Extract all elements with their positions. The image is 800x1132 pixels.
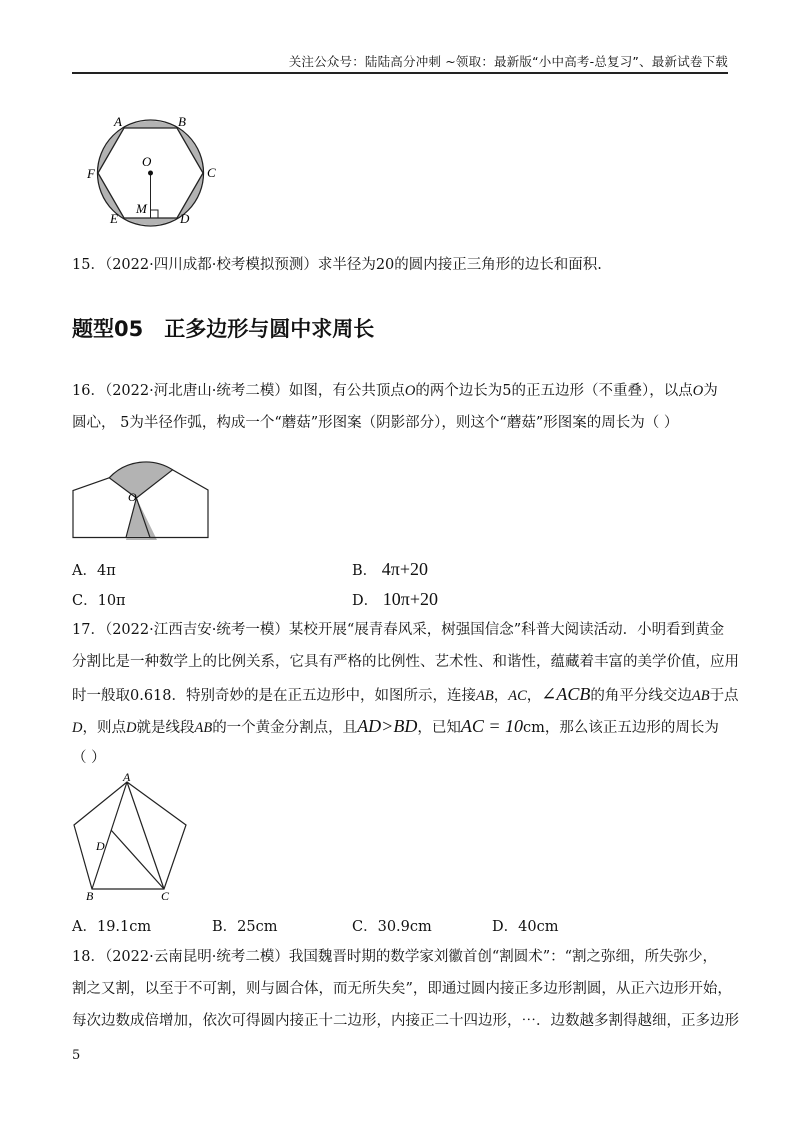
- label-o: O: [128, 490, 137, 504]
- q17-option-b: B．25cm: [212, 919, 278, 935]
- option-b-value: 4π+20: [381, 559, 429, 579]
- q16-text-2: 的两个边长为5的正五边形（不重叠），以点: [415, 383, 693, 399]
- option-b: [352, 559, 428, 580]
- option-d-value: 10π+20: [382, 589, 438, 609]
- option-d-label: D．: [352, 593, 379, 609]
- q17-option-c: C．30.9cm: [352, 919, 432, 935]
- page-header: 关注公众号：陆陆高分冲刺 ~领取：最新版“小中高考-总复习”、最新试卷下载: [288, 54, 728, 69]
- q17-text: 就是线段: [136, 720, 195, 736]
- label-f: F: [87, 166, 95, 181]
- q17-text: 时一般取0.618．特别奇妙的是在正五边形中，如图所示，连接: [72, 688, 477, 704]
- label-e: E: [110, 211, 118, 226]
- option-c: C．10π: [72, 593, 126, 609]
- q17-ab: AB: [476, 688, 494, 704]
- option-a: A．4π: [72, 563, 116, 579]
- label-b: B: [178, 114, 186, 129]
- option-d: [352, 589, 438, 610]
- q17-inequality: AD>BD: [357, 716, 418, 736]
- q17-text: ，已知: [417, 720, 461, 736]
- figure-hexagon-circle: [84, 108, 224, 228]
- q17-d: D: [125, 720, 137, 736]
- q17-comma: ，: [493, 688, 509, 704]
- question-18-line2: 割之又割，以至于不可割，则与圆合体，而无所失矣”，即通过圆内接正多边形割圆，从正六边形开始，: [72, 981, 732, 997]
- question-17-blank: （ ）: [72, 750, 106, 766]
- question-16-line1: [72, 381, 718, 401]
- label-a: A: [123, 772, 131, 784]
- label-c: C: [207, 165, 216, 180]
- header-divider: [72, 72, 728, 74]
- q17-text: ，则点: [82, 720, 126, 736]
- q17-given: AC = 10: [460, 716, 523, 736]
- label-a: A: [114, 114, 122, 129]
- label-o: O: [142, 154, 152, 169]
- question-17-line4: [72, 716, 719, 738]
- q17-text: 于点: [709, 688, 739, 704]
- q17-text: 的角平分线交边: [590, 688, 692, 704]
- q16-point-o: O: [404, 383, 416, 399]
- question-15: 15．（2022·四川成都·校考模拟预测）求半径为20的圆内接正三角形的边长和面积.: [72, 257, 602, 273]
- q17-ab: AB: [194, 720, 213, 736]
- q17-ac: AC: [508, 688, 527, 704]
- q17-unit: cm: [522, 720, 545, 736]
- page-number: 5: [72, 1048, 81, 1063]
- figure-pentagon-golden: [66, 772, 216, 904]
- q17-ab: AB: [691, 688, 710, 704]
- figure-mushroom-pentagons: [68, 446, 218, 546]
- q17-angle: ∠ACB: [541, 684, 591, 704]
- q17-option-a: A．19.1cm: [72, 919, 152, 935]
- q16-text-3: 为: [703, 383, 718, 399]
- question-18-line1: 18．（2022·云南昆明·统考二模）我国魏晋时期的数学家刘徽首创“割圆术”：“割之弥细，所失弥少，: [72, 949, 718, 965]
- label-d: D: [180, 211, 190, 226]
- q17-option-d: D．40cm: [492, 919, 559, 935]
- q17-d: D: [72, 720, 83, 736]
- label-b: B: [86, 889, 94, 903]
- option-b-label: B．: [352, 563, 378, 579]
- label-c: C: [161, 889, 170, 903]
- q17-text: 的一个黄金分割点，且: [212, 720, 358, 736]
- question-18-line3: 每次边数成倍增加，依次可得圆内接正十二边形，内接正二十四边形，⋯．边数越多割得越细，正多边形: [72, 1013, 739, 1029]
- section-heading: 题型05 正多边形与圆中求周长: [72, 317, 375, 341]
- q16-point-o-2: O: [692, 383, 704, 399]
- question-17-line3: [72, 684, 739, 706]
- question-16-line2: 圆心， 5为半径作弧，构成一个“蘑菇”形图案（阴影部分），则这个“蘑菇”形图案的周长为（ ）: [72, 415, 679, 431]
- question-17-line2: 分割比是一种数学上的比例关系，它具有严格的比例性、艺术性、和谐性，蕴藏着丰富的美学价值，应用: [72, 654, 739, 670]
- q17-comma: ，: [526, 688, 542, 704]
- q17-text: ，那么该正五边形的周长为: [544, 720, 719, 736]
- label-d: D: [96, 839, 105, 853]
- q16-text-1: 16．（2022·河北唐山·统考二模）如图，有公共顶点: [72, 383, 405, 399]
- label-m: M: [136, 201, 147, 216]
- question-17-line1: 17．（2022·江西吉安·统考一模）某校开展“展青春风采，树强国信念”科普大阅读活动．小明看到黄金: [72, 622, 725, 638]
